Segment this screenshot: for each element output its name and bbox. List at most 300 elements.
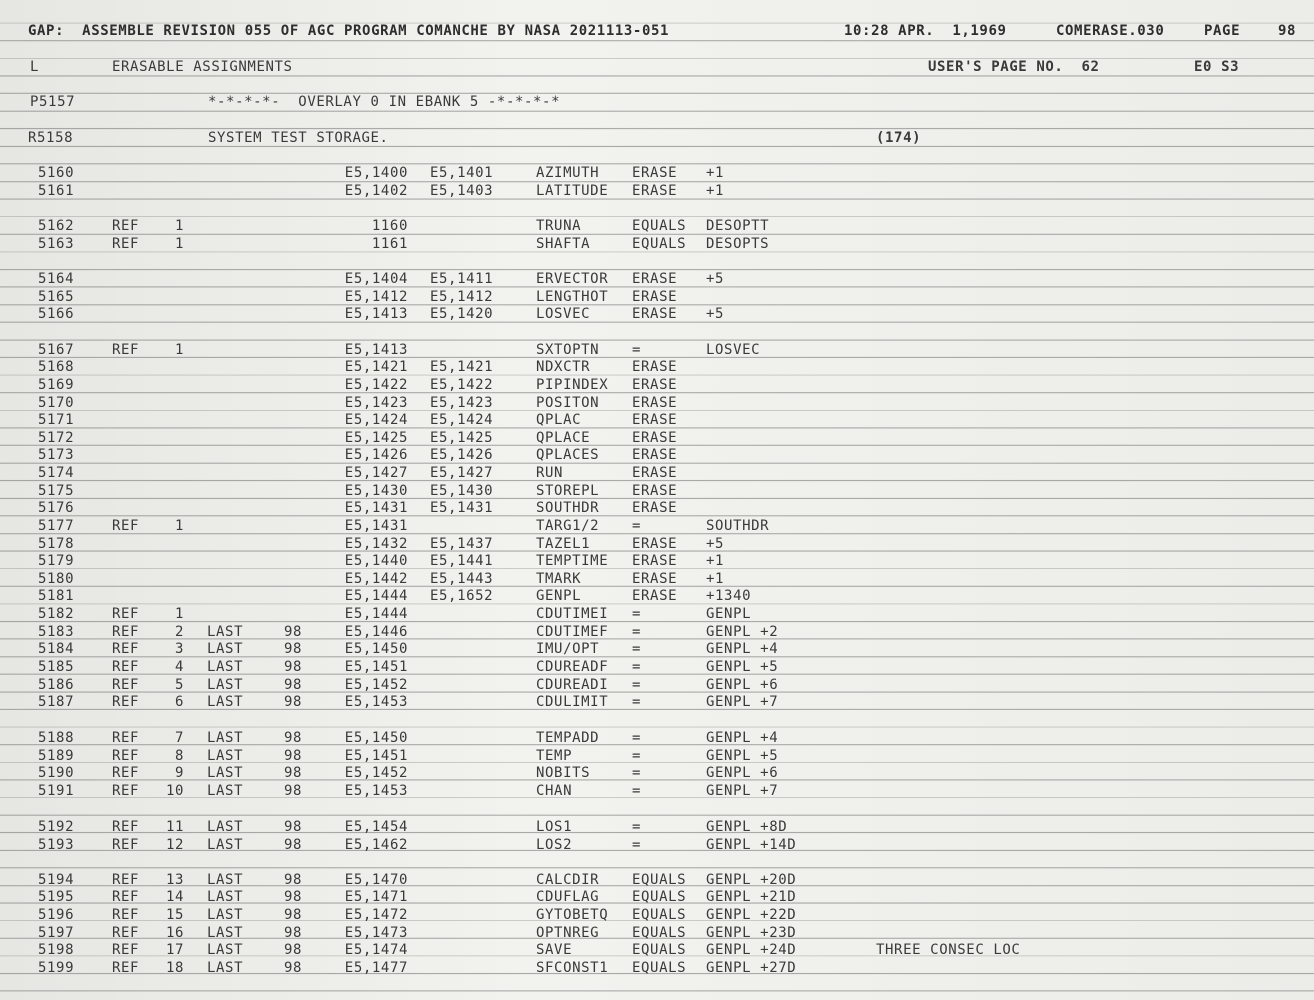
ref-tag: REF <box>112 606 140 622</box>
operand: DESOPTT <box>706 218 770 234</box>
ref-tag: REF <box>112 783 140 799</box>
symbol-label: LOS2 <box>536 837 573 853</box>
line-number: 5176 <box>38 500 75 516</box>
ref-tag: REF <box>112 218 140 234</box>
symbol-label: CALCDIR <box>536 872 600 888</box>
symbol-label: SFCONST1 <box>536 960 609 976</box>
operand: +1 <box>706 553 725 569</box>
opcode: = <box>632 659 642 675</box>
last-tag: LAST <box>207 960 244 976</box>
overlay-line <box>0 93 561 111</box>
address-end: E5,1422 <box>430 377 494 393</box>
last-tag: LAST <box>207 677 244 693</box>
last-page: 98 <box>284 748 303 764</box>
opcode: ERASE <box>632 289 678 305</box>
address-end: E5,1412 <box>430 289 494 305</box>
address-end: E5,1426 <box>430 447 494 463</box>
last-page: 98 <box>284 889 303 905</box>
symbol-label: TEMP <box>536 748 573 764</box>
opcode: EQUALS <box>632 236 687 252</box>
symbol-label: TARG1/2 <box>536 518 600 534</box>
address-start: E5,1473 <box>344 925 408 941</box>
header-file: COMERASE.030 <box>1056 23 1165 39</box>
symbol-label: CDUREADF <box>536 659 609 675</box>
last-page: 98 <box>284 907 303 923</box>
address-start: E5,1444 <box>344 606 408 622</box>
ref-count: 13 <box>165 872 184 888</box>
symbol-label: TEMPADD <box>536 730 600 746</box>
symbol-label: LATITUDE <box>536 183 609 199</box>
symbol-label: IMU/OPT <box>536 641 600 657</box>
opcode: ERASE <box>632 395 678 411</box>
symbol-label: NDXCTR <box>536 359 591 375</box>
operand: GENPL +24D <box>706 942 797 958</box>
opcode: ERASE <box>632 588 678 604</box>
ref-count: 1 <box>174 518 184 534</box>
symbol-label: QPLAC <box>536 412 582 428</box>
line-number: 5182 <box>38 606 75 622</box>
symbol-label: GYTOBETQ <box>536 907 609 923</box>
opcode: ERASE <box>632 483 678 499</box>
symbol-label: SHAFTA <box>536 236 591 252</box>
address-end: E5,1443 <box>430 571 494 587</box>
address-start: E5,1425 <box>344 430 408 446</box>
header-page-label: PAGE <box>1204 23 1241 39</box>
line-number: 5183 <box>38 624 75 640</box>
line-number: 5191 <box>38 783 75 799</box>
symbol-label: SXTOPTN <box>536 342 600 358</box>
last-page: 98 <box>284 837 303 853</box>
symbol-label: TAZEL1 <box>536 536 591 552</box>
section-count: (174) <box>876 130 922 146</box>
address-start: E5,1421 <box>344 359 408 375</box>
ref-tag: REF <box>112 748 140 764</box>
last-tag: LAST <box>207 694 244 710</box>
ref-count: 1 <box>174 342 184 358</box>
symbol-label: PIPINDEX <box>536 377 609 393</box>
last-tag: LAST <box>207 748 244 764</box>
section-title: ERASABLE ASSIGNMENTS <box>112 59 293 75</box>
last-page: 98 <box>284 783 303 799</box>
last-page: 98 <box>284 872 303 888</box>
ref-tag: REF <box>112 872 140 888</box>
line-number: 5169 <box>38 377 75 393</box>
last-tag: LAST <box>207 659 244 675</box>
address-start: E5,1444 <box>344 588 408 604</box>
address-end: E5,1421 <box>430 359 494 375</box>
line-number: 5197 <box>38 925 75 941</box>
last-page: 98 <box>284 641 303 657</box>
operand: GENPL +5 <box>706 748 779 764</box>
operand: GENPL +4 <box>706 641 779 657</box>
symbol-label: SAVE <box>536 942 573 958</box>
operand: GENPL +21D <box>706 889 797 905</box>
ref-tag: REF <box>112 907 140 923</box>
ref-count: 4 <box>174 659 184 675</box>
symbol-label: TMARK <box>536 571 582 587</box>
symbol-label: QPLACE <box>536 430 591 446</box>
line-number: 5177 <box>38 518 75 534</box>
ref-tag: REF <box>112 942 140 958</box>
address-start: E5,1452 <box>344 677 408 693</box>
ref-count: 7 <box>174 730 184 746</box>
operand: GENPL +22D <box>706 907 797 923</box>
address-start: E5,1451 <box>344 659 408 675</box>
address-end: E5,1437 <box>430 536 494 552</box>
ref-tag: REF <box>112 677 140 693</box>
ref-tag: REF <box>112 624 140 640</box>
last-tag: LAST <box>207 641 244 657</box>
symbol-label: CDUFLAG <box>536 889 600 905</box>
operand: GENPL +23D <box>706 925 797 941</box>
ref-count: 16 <box>165 925 184 941</box>
ref-tag: REF <box>112 518 140 534</box>
address-start: E5,1402 <box>344 183 408 199</box>
line-number: 5171 <box>38 412 75 428</box>
line-number: 5196 <box>38 907 75 923</box>
address-end: E5,1424 <box>430 412 494 428</box>
opcode: = <box>632 342 642 358</box>
address-start: E5,1413 <box>344 342 408 358</box>
ref-count: 1 <box>174 236 184 252</box>
symbol-label: NOBITS <box>536 765 591 781</box>
address-end: E5,1441 <box>430 553 494 569</box>
line-number: 5192 <box>38 819 75 835</box>
ref-tag: REF <box>112 765 140 781</box>
line-number: 5173 <box>38 447 75 463</box>
address-start: E5,1450 <box>344 730 408 746</box>
line-number: 5199 <box>38 960 75 976</box>
ref-tag: REF <box>112 236 140 252</box>
section-code: E0 S3 <box>1194 59 1240 75</box>
operand: DESOPTS <box>706 236 770 252</box>
opcode: ERASE <box>632 553 678 569</box>
last-page: 98 <box>284 677 303 693</box>
address-end: E5,1403 <box>430 183 494 199</box>
ref-count: 17 <box>165 942 184 958</box>
line-id: P5157 <box>30 94 76 110</box>
address-start: E5,1426 <box>344 447 408 463</box>
last-tag: LAST <box>207 765 244 781</box>
address-start: E5,1412 <box>344 289 408 305</box>
line-number: 5179 <box>38 553 75 569</box>
address-start: E5,1453 <box>344 783 408 799</box>
line-number: 5184 <box>38 641 75 657</box>
ref-count: 8 <box>174 748 184 764</box>
line-number: 5167 <box>38 342 75 358</box>
operand: +1 <box>706 571 725 587</box>
opcode: ERASE <box>632 377 678 393</box>
opcode: EQUALS <box>632 960 687 976</box>
symbol-label: AZIMUTH <box>536 165 600 181</box>
address-start: E5,1450 <box>344 641 408 657</box>
address-start: E5,1472 <box>344 907 408 923</box>
ref-count: 11 <box>165 819 184 835</box>
ref-tag: REF <box>112 819 140 835</box>
line-number: 5195 <box>38 889 75 905</box>
opcode: = <box>632 624 642 640</box>
opcode: ERASE <box>632 183 678 199</box>
opcode: EQUALS <box>632 925 687 941</box>
opcode: ERASE <box>632 359 678 375</box>
line-number: 5198 <box>38 942 75 958</box>
operand: +1 <box>706 165 725 181</box>
line-number: 5168 <box>38 359 75 375</box>
address-start: 1160 <box>371 218 408 234</box>
line-id: R5158 <box>28 130 74 146</box>
opcode: ERASE <box>632 412 678 428</box>
address-end: E5,1431 <box>430 500 494 516</box>
last-page: 98 <box>284 960 303 976</box>
opcode: = <box>632 677 642 693</box>
address-start: E5,1453 <box>344 694 408 710</box>
opcode: ERASE <box>632 430 678 446</box>
symbol-label: QPLACES <box>536 447 600 463</box>
last-page: 98 <box>284 925 303 941</box>
operand: GENPL +6 <box>706 677 779 693</box>
address-start: E5,1400 <box>344 165 408 181</box>
address-end: E5,1411 <box>430 271 494 287</box>
address-end: E5,1652 <box>430 588 494 604</box>
line-number: 5170 <box>38 395 75 411</box>
operand: +5 <box>706 306 725 322</box>
address-start: E5,1452 <box>344 765 408 781</box>
address-start: E5,1451 <box>344 748 408 764</box>
line-number: 5161 <box>38 183 75 199</box>
symbol-label: SOUTHDR <box>536 500 600 516</box>
ref-count: 6 <box>174 694 184 710</box>
ref-count: 3 <box>174 641 184 657</box>
symbol-label: LENGTHOT <box>536 289 609 305</box>
line-number: 5162 <box>38 218 75 234</box>
overlay-text: *-*-*-*- OVERLAY 0 IN EBANK 5 -*-*-*-* <box>208 94 561 110</box>
ref-tag: REF <box>112 694 140 710</box>
operand: GENPL +14D <box>706 837 797 853</box>
last-tag: LAST <box>207 872 244 888</box>
symbol-label: LOSVEC <box>536 306 591 322</box>
operand: +1 <box>706 183 725 199</box>
symbol-label: GENPL <box>536 588 582 604</box>
symbol-label: STOREPL <box>536 483 600 499</box>
last-page: 98 <box>284 819 303 835</box>
line-number: 5190 <box>38 765 75 781</box>
symbol-label: RUN <box>536 465 564 481</box>
last-tag: LAST <box>207 624 244 640</box>
symbol-label: POSITON <box>536 395 600 411</box>
operand: GENPL +7 <box>706 694 779 710</box>
header-title: GAP: ASSEMBLE REVISION 055 OF AGC PROGRAM COMANCHE BY NASA 2021113-051 <box>28 23 670 39</box>
last-page: 98 <box>284 694 303 710</box>
last-tag: LAST <box>207 783 244 799</box>
symbol-label: TEMPTIME <box>536 553 609 569</box>
last-page: 98 <box>284 659 303 675</box>
address-start: E5,1454 <box>344 819 408 835</box>
line-number: 5163 <box>38 236 75 252</box>
opcode: ERASE <box>632 500 678 516</box>
line-number: 5178 <box>38 536 75 552</box>
opcode: ERASE <box>632 571 678 587</box>
address-start: E5,1427 <box>344 465 408 481</box>
line-number: 5188 <box>38 730 75 746</box>
line-number: 5186 <box>38 677 75 693</box>
ref-tag: REF <box>112 837 140 853</box>
opcode: ERASE <box>632 536 678 552</box>
ref-tag: REF <box>112 960 140 976</box>
comment: THREE CONSEC LOC <box>876 942 1021 958</box>
address-end: E5,1420 <box>430 306 494 322</box>
address-start: E5,1424 <box>344 412 408 428</box>
symbol-label: CDULIMIT <box>536 694 609 710</box>
opcode: = <box>632 765 642 781</box>
header-page-number: 98 <box>1278 23 1297 39</box>
operand: GENPL +6 <box>706 765 779 781</box>
symbol-label: ERVECTOR <box>536 271 609 287</box>
line-number: 5174 <box>38 465 75 481</box>
ref-count: 18 <box>165 960 184 976</box>
line-number: 5175 <box>38 483 75 499</box>
opcode: ERASE <box>632 465 678 481</box>
address-start: E5,1431 <box>344 518 408 534</box>
address-end: E5,1425 <box>430 430 494 446</box>
opcode: = <box>632 819 642 835</box>
ref-tag: REF <box>112 659 140 675</box>
symbol-label: CDUREADI <box>536 677 609 693</box>
opcode: = <box>632 837 642 853</box>
ref-count: 1 <box>174 218 184 234</box>
opcode: = <box>632 748 642 764</box>
opcode: ERASE <box>632 306 678 322</box>
operand: LOSVEC <box>706 342 761 358</box>
address-start: E5,1440 <box>344 553 408 569</box>
ref-count: 12 <box>165 837 184 853</box>
address-start: E5,1471 <box>344 889 408 905</box>
page-header <box>0 22 1297 40</box>
address-start: E5,1442 <box>344 571 408 587</box>
opcode: EQUALS <box>632 218 687 234</box>
operand: +1340 <box>706 588 752 604</box>
line-number: 5160 <box>38 165 75 181</box>
ref-tag: REF <box>112 925 140 941</box>
operand: GENPL +5 <box>706 659 779 675</box>
address-end: E5,1427 <box>430 465 494 481</box>
address-start: 1161 <box>371 236 408 252</box>
line-number: 5165 <box>38 289 75 305</box>
ref-tag: REF <box>112 342 140 358</box>
line-number: 5194 <box>38 872 75 888</box>
opcode: EQUALS <box>632 942 687 958</box>
ref-tag: REF <box>112 641 140 657</box>
line-number: 5172 <box>38 430 75 446</box>
last-tag: LAST <box>207 925 244 941</box>
operand: GENPL <box>706 606 752 622</box>
opcode: EQUALS <box>632 872 687 888</box>
address-start: E5,1432 <box>344 536 408 552</box>
opcode: = <box>632 518 642 534</box>
last-page: 98 <box>284 624 303 640</box>
last-tag: LAST <box>207 730 244 746</box>
address-start: E5,1470 <box>344 872 408 888</box>
symbol-label: CHAN <box>536 783 573 799</box>
address-end: E5,1430 <box>430 483 494 499</box>
opcode: ERASE <box>632 271 678 287</box>
address-start: E5,1446 <box>344 624 408 640</box>
symbol-label: CDUTIMEF <box>536 624 609 640</box>
opcode: = <box>632 606 642 622</box>
opcode: EQUALS <box>632 889 687 905</box>
ref-count: 14 <box>165 889 184 905</box>
ref-count: 2 <box>174 624 184 640</box>
operand: SOUTHDR <box>706 518 770 534</box>
opcode: = <box>632 641 642 657</box>
line-number: 5164 <box>38 271 75 287</box>
section-text: SYSTEM TEST STORAGE. <box>208 130 389 146</box>
address-start: E5,1423 <box>344 395 408 411</box>
address-start: E5,1431 <box>344 500 408 516</box>
address-start: E5,1477 <box>344 960 408 976</box>
section-line <box>0 129 922 147</box>
section-header <box>0 58 1240 76</box>
address-start: E5,1430 <box>344 483 408 499</box>
ref-count: 15 <box>165 907 184 923</box>
header-mark: L <box>30 59 40 75</box>
line-number: 5180 <box>38 571 75 587</box>
ref-tag: REF <box>112 889 140 905</box>
address-start: E5,1422 <box>344 377 408 393</box>
last-tag: LAST <box>207 837 244 853</box>
opcode: = <box>632 783 642 799</box>
operand: +5 <box>706 536 725 552</box>
address-start: E5,1413 <box>344 306 408 322</box>
header-time: 10:28 APR. 1,1969 <box>844 23 1007 39</box>
line-number: 5185 <box>38 659 75 675</box>
line-number: 5187 <box>38 694 75 710</box>
operand: GENPL +27D <box>706 960 797 976</box>
address-start: E5,1474 <box>344 942 408 958</box>
operand: GENPL +20D <box>706 872 797 888</box>
symbol-label: CDUTIMEI <box>536 606 609 622</box>
operand: GENPL +4 <box>706 730 779 746</box>
address-end: E5,1401 <box>430 165 494 181</box>
last-page: 98 <box>284 765 303 781</box>
last-page: 98 <box>284 942 303 958</box>
opcode: = <box>632 730 642 746</box>
ref-count: 1 <box>174 606 184 622</box>
line-number: 5181 <box>38 588 75 604</box>
last-tag: LAST <box>207 907 244 923</box>
address-end: E5,1423 <box>430 395 494 411</box>
operand: GENPL +7 <box>706 783 779 799</box>
symbol-label: TRUNA <box>536 218 582 234</box>
ref-count: 10 <box>165 783 184 799</box>
opcode: ERASE <box>632 165 678 181</box>
last-page: 98 <box>284 730 303 746</box>
operand: +5 <box>706 271 725 287</box>
ref-count: 5 <box>174 677 184 693</box>
symbol-label: LOS1 <box>536 819 573 835</box>
opcode: EQUALS <box>632 907 687 923</box>
address-start: E5,1404 <box>344 271 408 287</box>
line-number: 5166 <box>38 306 75 322</box>
opcode: = <box>632 694 642 710</box>
opcode: ERASE <box>632 447 678 463</box>
ref-tag: REF <box>112 730 140 746</box>
last-tag: LAST <box>207 819 244 835</box>
operand: GENPL +2 <box>706 624 779 640</box>
last-tag: LAST <box>207 942 244 958</box>
line-number: 5193 <box>38 837 75 853</box>
line-number: 5189 <box>38 748 75 764</box>
user-page-number: USER'S PAGE NO. 62 <box>928 59 1100 75</box>
